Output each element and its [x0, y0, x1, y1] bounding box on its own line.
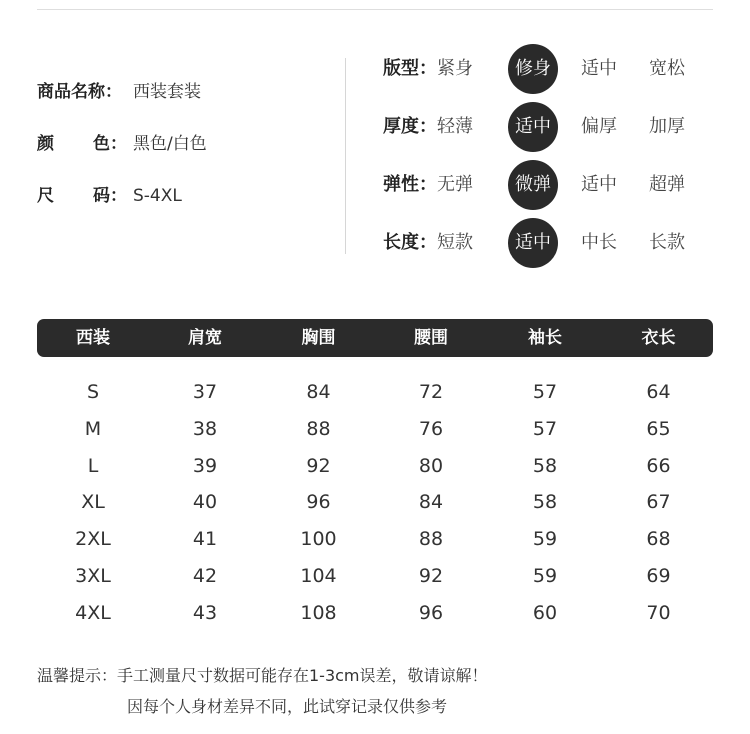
attribute-row	[383, 108, 723, 166]
product-color-label-b: 色：	[93, 134, 127, 154]
table-cell: 65	[646, 417, 671, 440]
table-cell: 37	[192, 381, 218, 403]
attribute-option: 轻薄	[437, 116, 473, 137]
attribute-label: 版型：	[383, 58, 437, 79]
table-cell: 58	[532, 454, 558, 477]
table-cell: 88	[306, 417, 331, 440]
table-header-cell: 肩宽	[188, 328, 222, 348]
table-cell: 69	[646, 564, 671, 587]
table-row	[37, 558, 713, 595]
attribute-row	[383, 166, 723, 224]
note-line-2: 因每个人身材差异不同，此试穿记录仅供参考	[127, 697, 448, 716]
table-row	[37, 521, 713, 558]
table-header-cell: 腰围	[414, 328, 448, 348]
attribute-option: 加厚	[649, 116, 685, 137]
table-cell: S	[86, 381, 100, 403]
table-cell: 58	[532, 491, 558, 514]
attribute-label: 弹性：	[383, 174, 437, 195]
table-cell: 88	[418, 528, 444, 551]
table-cell: 84	[418, 491, 444, 514]
attribute-option-selected: 适中	[508, 102, 558, 152]
table-header-cell: 衣长	[641, 328, 676, 348]
top-divider	[37, 9, 713, 10]
attribute-option: 长款	[649, 232, 685, 253]
table-cell: 80	[418, 454, 444, 477]
table-cell: 59	[532, 528, 558, 551]
table-cell: 2XL	[75, 528, 111, 551]
table-cell: 57	[532, 417, 558, 440]
table-cell: 60	[532, 601, 558, 624]
attribute-option: 中长	[581, 232, 617, 253]
attribute-option-selected: 微弹	[508, 160, 558, 210]
table-row	[37, 448, 713, 485]
table-cell: 67	[646, 491, 671, 514]
table-cell: 43	[192, 601, 218, 624]
attribute-option: 超弹	[649, 174, 685, 195]
attribute-option: 短款	[437, 232, 473, 253]
attribute-option: 宽松	[649, 58, 685, 79]
attribute-option: 适中	[581, 174, 617, 195]
product-color-value: 黑色/白色	[133, 134, 207, 154]
table-cell: 38	[192, 417, 218, 440]
attribute-row	[383, 224, 723, 282]
table-header-cell: 袖长	[528, 328, 562, 348]
table-cell: 68	[646, 528, 671, 551]
table-cell: M	[84, 417, 102, 440]
vertical-divider	[345, 58, 346, 254]
attribute-label: 长度：	[383, 232, 437, 253]
table-cell: 104	[300, 564, 337, 587]
table-cell: 41	[192, 528, 218, 551]
table-cell: 96	[418, 601, 444, 624]
table-cell: 3XL	[75, 564, 111, 587]
size-table-body	[37, 374, 713, 632]
table-cell: 84	[306, 381, 331, 403]
attribute-option-selected: 修身	[508, 44, 558, 94]
product-size-value: S-4XL	[133, 186, 182, 206]
table-row	[37, 484, 713, 521]
table-cell: 42	[192, 564, 218, 587]
table-cell: 92	[418, 564, 444, 587]
attribute-option: 紧身	[437, 58, 473, 79]
table-cell: 70	[646, 601, 671, 624]
table-cell: 76	[418, 417, 444, 440]
product-size-label-b: 码：	[93, 186, 127, 206]
table-cell: 59	[532, 564, 558, 587]
attribute-option: 适中	[581, 58, 617, 79]
table-cell: 100	[300, 528, 337, 551]
note-line-1: 温馨提示：手工测量尺寸数据可能存在1-3cm误差，敬请谅解！	[37, 666, 488, 685]
attribute-panel	[383, 50, 723, 282]
product-color-label-a: 颜	[37, 134, 54, 154]
attribute-option: 无弹	[437, 174, 473, 195]
table-cell: 4XL	[75, 601, 111, 624]
table-header-cell: 胸围	[301, 328, 336, 348]
table-header-cell: 西装	[76, 328, 110, 348]
product-size-label-a: 尺	[37, 186, 54, 206]
table-cell: 72	[418, 381, 444, 403]
table-cell: 40	[192, 491, 218, 514]
table-row	[37, 374, 713, 411]
table-cell: 57	[532, 381, 558, 403]
table-cell: XL	[81, 491, 105, 514]
table-cell: 96	[306, 491, 331, 514]
attribute-option: 偏厚	[581, 116, 617, 137]
table-cell: 108	[300, 601, 337, 624]
size-table-header	[37, 319, 713, 357]
product-name-value: 西装套装	[133, 82, 201, 102]
table-row	[37, 411, 713, 448]
attribute-label: 厚度：	[383, 116, 437, 137]
table-cell: 39	[192, 454, 218, 477]
attribute-row	[383, 50, 723, 108]
table-cell: L	[87, 454, 99, 477]
table-cell: 66	[646, 454, 671, 477]
table-cell: 64	[646, 381, 671, 403]
table-cell: 92	[306, 454, 331, 477]
product-name-label: 商品名称：	[37, 82, 122, 102]
attribute-option-selected: 适中	[508, 218, 558, 268]
table-row	[37, 595, 713, 632]
